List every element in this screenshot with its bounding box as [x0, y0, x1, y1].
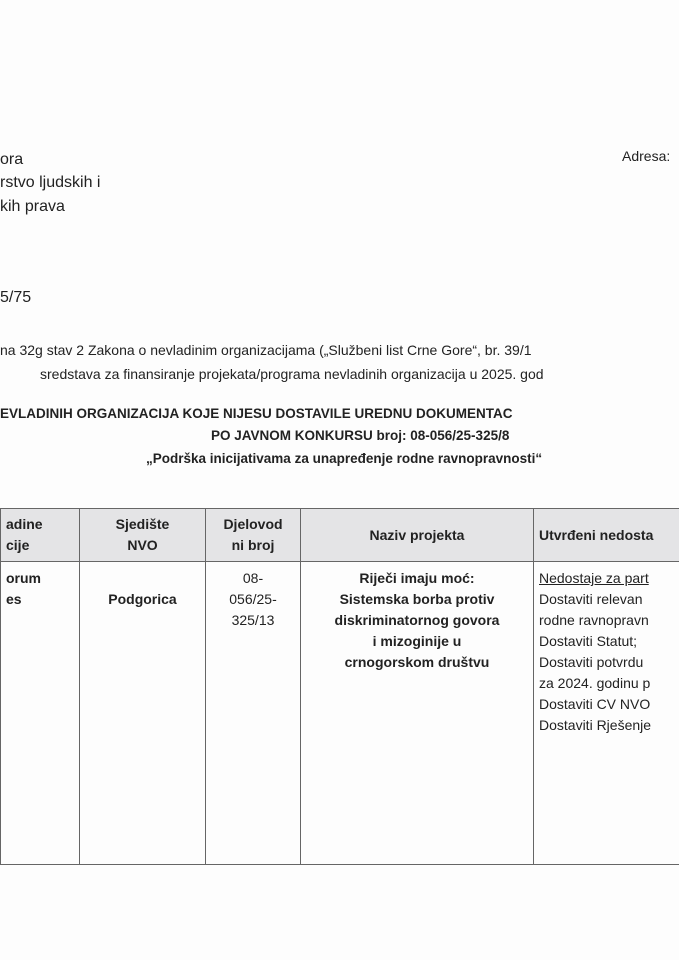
- table-header-row: [1, 509, 679, 562]
- address-label: Adresa:: [622, 148, 671, 164]
- deficiency-heading: Nedostaje za part: [539, 570, 649, 586]
- cell-deficiencies: [534, 562, 679, 865]
- org-line-1: ora: [0, 151, 24, 168]
- deficiency-item: Dostaviti Rješenje: [539, 717, 652, 733]
- title-line-2: PO JAVNOM KONKURSU broj: 08-056/25-325/8: [211, 428, 510, 443]
- title-line-1: EVLADINIH ORGANIZACIJA KOJE NIJESU DOSTAVILE UREDNU DOKUMENTAC: [0, 406, 513, 421]
- deficiency-item: rodne ravnopravn: [539, 612, 649, 628]
- intro-line-1: na 32g stav 2 Zakona o nevladinim organizacijama („Službeni list Crne Gore“, br. 39/1: [0, 342, 532, 358]
- org-line-3: kih prava: [0, 198, 65, 215]
- document-number: 5/75: [0, 289, 32, 306]
- deficiency-item: Dostaviti potvrdu: [539, 654, 644, 670]
- table-row: [1, 562, 679, 865]
- header-deficiencies: Utvrđeni nedosta: [534, 509, 679, 562]
- cell-number: 08- 056/25- 325/13: [206, 562, 301, 865]
- header-seat: Sjedište NVO: [80, 509, 206, 562]
- header-org-name: adine cije: [1, 509, 80, 562]
- deficiency-item: za 2024. godinu p: [539, 675, 651, 691]
- deficiency-item: Dostaviti relevan: [539, 591, 643, 607]
- org-line-2: rstvo ljudskih i: [0, 174, 101, 191]
- title-line-3: „Podrška inicijativama za unapređenje rodne ravnopravnosti“: [146, 451, 543, 466]
- deficiency-item: Dostaviti CV NVO: [539, 696, 651, 712]
- header-number: Djelovod ni broj: [206, 509, 301, 562]
- deficiency-table: [0, 508, 679, 865]
- header-project-name: Naziv projekta: [301, 509, 534, 562]
- cell-org-name: orum es: [1, 562, 80, 865]
- cell-project-name: Riječi imaju moć: Sistemska borba protiv diskriminatornog govora i mizoginije u crnogorskom društvu: [301, 562, 534, 865]
- deficiency-item: Dostaviti Statut;: [539, 633, 638, 649]
- cell-seat: Podgorica: [80, 562, 206, 865]
- intro-line-2: sredstava za finansiranje projekata/programa nevladinih organizacija u 2025. god: [40, 366, 544, 382]
